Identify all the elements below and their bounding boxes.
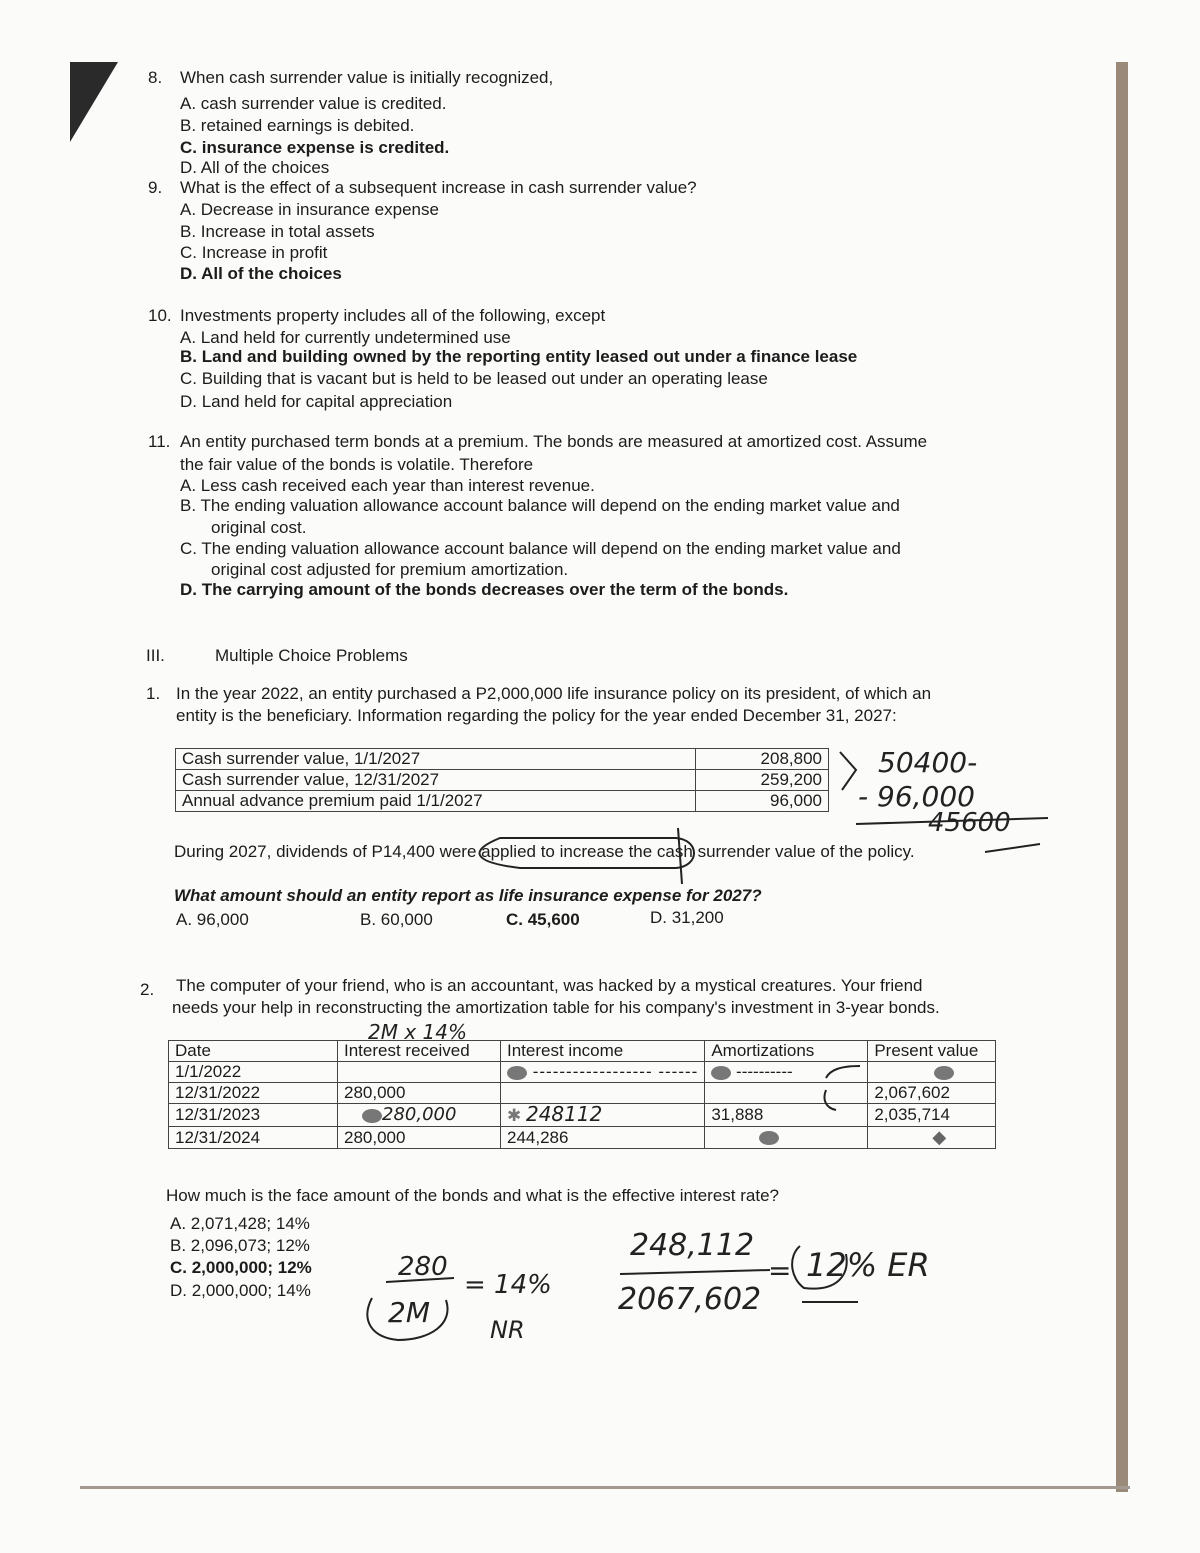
scan-corner-shadow (70, 62, 118, 142)
p2-hand-above-header: 2M x 14% (368, 1020, 467, 1044)
p2-hand-numerator1: 280 (398, 1252, 448, 1282)
section-title: Multiple Choice Problems (215, 646, 408, 665)
p2-hand-denominator2: 2067,602 (618, 1282, 762, 1317)
p1-number: 1. (146, 684, 161, 703)
table-header: Date (169, 1041, 338, 1062)
q8-choice-b: B. retained earnings is debited. (180, 116, 415, 135)
table-cell: Annual advance premium paid 1/1/2027 (176, 791, 696, 812)
table-row (169, 1062, 996, 1083)
q10-choice-d: D. Land held for capital appreciation (180, 392, 453, 411)
scan-bottom-edge (80, 1486, 1130, 1489)
q10-number: 10. (148, 306, 172, 325)
p1-hand-result: 45600 (928, 808, 1011, 838)
p2-number: 2. (140, 980, 155, 999)
table-header: Interest income (501, 1041, 705, 1062)
q10-choice-b: B. Land and building owned by the reporting entity leased out under a finance lease (180, 347, 858, 366)
p2-hand-received: 280,000 (382, 1104, 457, 1125)
p1-choice-a: A. 96,000 (176, 910, 249, 929)
table-cell: Cash surrender value, 1/1/2027 (176, 749, 696, 770)
q11-choice-c: C. The ending valuation allowance account balance will depend on the ending market value and (180, 539, 901, 558)
p1-choice-c: C. 45,600 (506, 910, 580, 929)
p1-question: What amount should an entity report as life insurance expense for 2027? (174, 886, 762, 905)
redacted-blob-icon (759, 1131, 779, 1145)
p2-choice-a: A. 2,071,428; 14% (170, 1214, 310, 1233)
table-cell: 280,000 (338, 1083, 501, 1104)
q9-number: 9. (148, 178, 163, 197)
q11-choice-b-cont: original cost. (211, 518, 307, 537)
p2-choice-d: D. 2,000,000; 14% (170, 1281, 311, 1300)
q10-choice-a: A. Land held for currently undetermined use (180, 328, 511, 347)
p2-hand-er: 12% ER (806, 1246, 930, 1284)
p1-hand-sum: 50400- (878, 746, 978, 779)
redacted-blob-icon (362, 1109, 382, 1123)
q11-choice-d: D. The carrying amount of the bonds decreases over the term of the bonds. (180, 580, 789, 599)
p2-amortization-table (168, 1040, 996, 1149)
table-cell: ---------- (705, 1062, 868, 1083)
q11-choice-a: A. Less cash received each year than interest revenue. (180, 476, 595, 495)
q11-number: 11. (148, 432, 171, 451)
p2-choice-c: C. 2,000,000; 12% (170, 1258, 312, 1277)
p1-choice-b: B. 60,000 (360, 910, 433, 929)
p2-question: How much is the face amount of the bonds and what is the effective interest rate? (166, 1186, 779, 1205)
table-row (176, 749, 829, 770)
table-cell: 1/1/2022 (169, 1062, 338, 1083)
table-row (169, 1104, 996, 1127)
p2-stem-line1: The computer of your friend, who is an accountant, was hacked by a mystical creatures. Your friend (176, 976, 923, 995)
p2-choice-b: B. 2,096,073; 12% (170, 1236, 310, 1255)
table-cell (338, 1104, 501, 1127)
table-cell: 12/31/2023 (169, 1104, 338, 1127)
redacted-blob-icon (711, 1066, 731, 1080)
table-cell (868, 1062, 996, 1083)
q8-choice-c: C. insurance expense is credited. (180, 138, 450, 157)
q9-choice-b: B. Increase in total assets (180, 222, 375, 241)
table-cell: 96,000 (696, 791, 829, 812)
table-header: Present value (868, 1041, 996, 1062)
q8-number: 8. (148, 68, 163, 87)
p1-note: During 2027, dividends of P14,400 were applied to increase the cash surrender value of the policy. (174, 842, 915, 861)
redacted-blob-icon (934, 1066, 954, 1080)
table-row (169, 1083, 996, 1104)
table-cell: 259,200 (696, 770, 829, 791)
p2-hand-equals2: = (768, 1254, 792, 1287)
q11-choice-b: B. The ending valuation allowance account balance will depend on the ending market value and (180, 496, 900, 515)
p1-hand-minus: - 96,000 (858, 780, 975, 813)
p2-hand-equals1: = 14% (464, 1270, 552, 1300)
p2-hand-denominator1: 2M (388, 1296, 430, 1329)
bracket-mark (840, 752, 856, 790)
p2-hand-numerator2: 248,112 (630, 1228, 755, 1263)
q8-choice-a: A. cash surrender value is credited. (180, 94, 447, 113)
q10-text: Investments property includes all of the following, except (180, 306, 606, 325)
q11-stem-line1: An entity purchased term bonds at a premium. The bonds are measured at amortized cost. Assume (180, 432, 928, 451)
table-cell: Cash surrender value, 12/31/2027 (176, 770, 696, 791)
table-cell: 2,035,714 (868, 1104, 996, 1127)
table-cell (338, 1062, 501, 1083)
q8-choice-d: D. All of the choices (180, 158, 330, 177)
table-cell (705, 1083, 868, 1104)
p2-hand-nr: NR (490, 1316, 525, 1344)
section-number: III. (146, 646, 165, 665)
q9-choice-d: D. All of the choices (180, 264, 342, 283)
table-row (176, 770, 829, 791)
table-cell (705, 1127, 868, 1149)
p1-stem-line2: entity is the beneficiary. Information regarding the policy for the year ended December 31, 2027: (176, 706, 897, 725)
table-cell: 2,067,602 (868, 1083, 996, 1104)
q9-text: What is the effect of a subsequent increase in cash surrender value? (180, 178, 697, 197)
table-cell: 31,888 (705, 1104, 868, 1127)
table-cell: 12/31/2024 (169, 1127, 338, 1149)
q11-stem-line2: the fair value of the bonds is volatile. Therefore (180, 455, 534, 474)
q10-choice-c: C. Building that is vacant but is held to be leased out under an operating lease (180, 369, 768, 388)
table-header-row (169, 1041, 996, 1062)
fraction-bar-2 (620, 1270, 770, 1274)
q8-text: When cash surrender value is initially recognized, (180, 68, 554, 87)
p1-choice-d: D. 31,200 (650, 908, 724, 927)
p1-stem-line1: In the year 2022, an entity purchased a P2,000,000 life insurance policy on its president, of which an (176, 684, 932, 703)
table-header: Amortizations (705, 1041, 868, 1062)
q9-choice-a: A. Decrease in insurance expense (180, 200, 439, 219)
table-cell: ✱ 248112 (501, 1104, 705, 1127)
p2-hand-income: 248112 (525, 1102, 603, 1126)
arrow-mark (985, 844, 1040, 852)
table-cell: 12/31/2022 (169, 1083, 338, 1104)
table-row (169, 1127, 996, 1149)
scan-edge-bar (1116, 62, 1128, 1492)
p1-data-table (175, 748, 829, 812)
p2-stem-line2: needs your help in reconstructing the amortization table for his company's investment in 3-year bonds. (172, 998, 940, 1017)
redacted-diamond-icon: ◆ (932, 1127, 947, 1147)
table-cell: 280,000 (338, 1127, 501, 1149)
table-cell: ------------------ ------ (501, 1062, 705, 1083)
table-row (176, 791, 829, 812)
table-cell (501, 1083, 705, 1104)
table-cell: 244,286 (501, 1127, 705, 1149)
q11-choice-c-cont: original cost adjusted for premium amortization. (211, 560, 569, 579)
q9-choice-c: C. Increase in profit (180, 243, 328, 262)
table-cell: 208,800 (696, 749, 829, 770)
redacted-blob-icon (507, 1066, 527, 1080)
table-header: Interest received (338, 1041, 501, 1062)
table-cell (868, 1127, 996, 1149)
